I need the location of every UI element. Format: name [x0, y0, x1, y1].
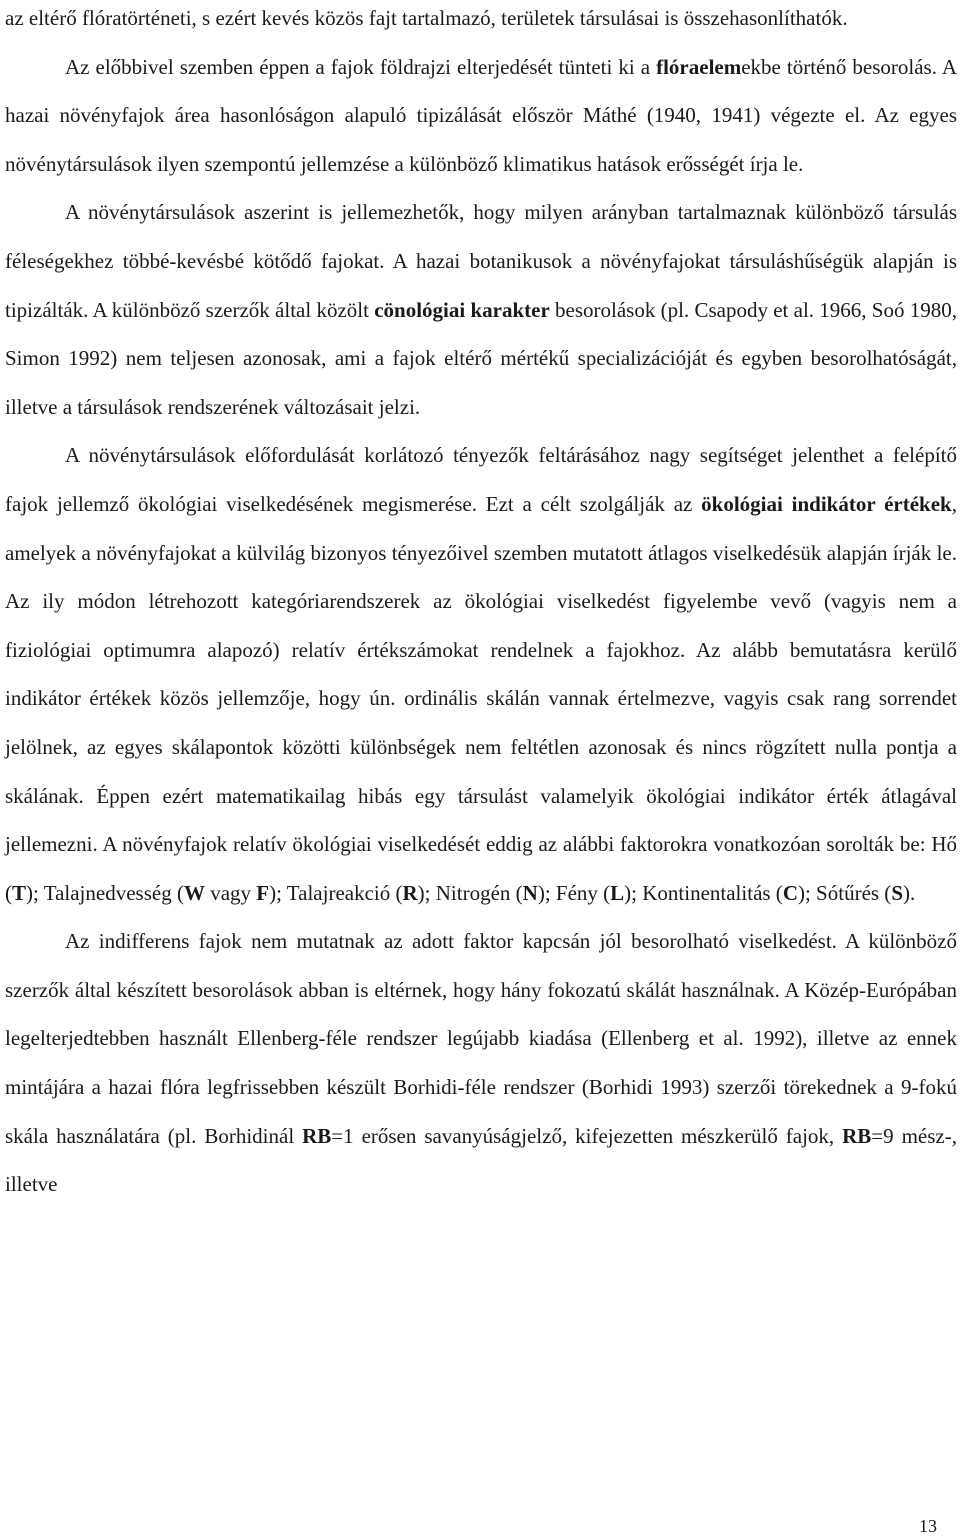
paragraph	[5, 431, 957, 917]
body-text	[5, 0, 957, 1209]
text-run: ); Kontinentalitás (	[624, 880, 783, 905]
paragraph	[5, 43, 957, 189]
bold-term: C	[782, 880, 798, 905]
bold-term: L	[610, 880, 625, 905]
text-run: ); Talajnedvesség (	[26, 880, 184, 905]
text-run: , amelyek a növényfajokat a külvilág bizonyos tényezőivel szemben mutatott átlagos viselkedésük alapján írják le. Az ily módon létrehozott kategóriarendszerek az ökológiai viselkedést figyelembe vevő (vagyis nem a fiziológiai optimumra alapozó) relatív értékszámokat rendelnek a fajokhoz. Az alább bemutatásra kerülő indikátor értékek közös jellemzője, hogy ún. ordinális skálán vannak értelmezve, vagyis csak rang sorrendet jelölnek, az egyes skálapontok közötti különbségek nem feltétlen azonosak és nincs rögzített nulla pontja a skálának. Éppen ezért matematikailag hibás egy társulást valamelyik ökológiai indikátor érték átlagával jellemezni. A növényfajok relatív ökológiai viselkedését eddig az alábbi faktorokra vonatkozóan sorolták be: Hő (	[5, 491, 957, 905]
text-run: ); Nitrogén (	[417, 880, 523, 905]
bold-term: R	[402, 880, 418, 905]
text-run: =9 mész-, illetve	[5, 1123, 957, 1197]
bold-term: cönológiai karakter	[374, 297, 550, 322]
text-run: ); Sótűrés (	[797, 880, 892, 905]
bold-term: RB	[842, 1123, 872, 1148]
paragraph	[5, 188, 957, 431]
text-run: ).	[903, 880, 916, 905]
text-run: Az indifferens fajok nem mutatnak az adott faktor kapcsán jól besorolható viselkedést. A különböző szerzők által készített besorolások abban is eltérnek, hogy hány fokozatú skálát használnak. A Közép-Európában legelterjedtebben használt Ellenberg-féle rendszer legújabb kiadása (Ellenberg et al. 1992), illetve az ennek mintájára a hazai flóra legfrissebben készült Borhidi-féle rendszer (Borhidi 1993) szerzői törekednek a 9-fokú skála használatára (pl. Borhidinál	[5, 929, 957, 1148]
bold-term: RB	[302, 1123, 332, 1148]
text-run: =1 erősen savanyúságjelző, kifejezetten mészkerülő fajok,	[331, 1123, 843, 1148]
bold-term: flóraelem	[656, 54, 742, 79]
bold-term: F	[256, 880, 270, 905]
text-run: A növénytársulások aszerint is jellemezhetők, hogy milyen arányban tartalmaznak különböző társulás féleségekhez többé-kevésbé kötődő fajokat. A hazai botanikusok a növényfajokat társuláshűségük alapján is tipizálták. A különböző szerzők által közölt	[5, 200, 957, 322]
bold-term: ökológiai indikátor értékek	[701, 491, 952, 516]
bold-term: S	[891, 880, 903, 905]
bold-term: T	[12, 880, 27, 905]
text-run: ); Talajreakció (	[269, 880, 403, 905]
paragraph	[5, 0, 957, 43]
text-run: A növénytársulások előfordulását korlátozó tényezők feltárásához nagy segítséget jelenthet a felépítő fajok jellemző ökológiai viselkedésének megismerése. Ezt a célt szolgálják az	[5, 443, 957, 516]
text-run: besorolások (pl. Csapody et al. 1966, Soó 1980, Simon 1992) nem teljesen azonosak, ami a fajok eltérő mértékű specializációját és egyben besorolhatóságát, illetve a társulások rendszerének változásait jelzi.	[5, 297, 957, 419]
paragraph	[5, 917, 957, 1209]
bold-term: N	[522, 880, 538, 905]
text-run: vagy	[204, 880, 257, 905]
text-run: az eltérő flóratörténeti, s ezért kevés közös fajt tartalmazó, területek társulásai is összehasonlíthatók.	[5, 6, 848, 30]
bold-term: W	[183, 880, 205, 905]
text-run: ); Fény (	[537, 880, 611, 905]
page-number: 13	[919, 1516, 937, 1536]
text-run: ekbe történő besorolás. A hazai növényfajok área hasonlóságon alapuló tipizálását először Máthé (1940, 1941) végezte el. Az egyes növénytársulások ilyen szempontú jellemzése a különböző klimatikus hatások erősségét írja le.	[5, 54, 958, 176]
text-run: Az előbbivel szemben éppen a fajok földrajzi elterjedését tünteti ki a	[65, 54, 657, 79]
